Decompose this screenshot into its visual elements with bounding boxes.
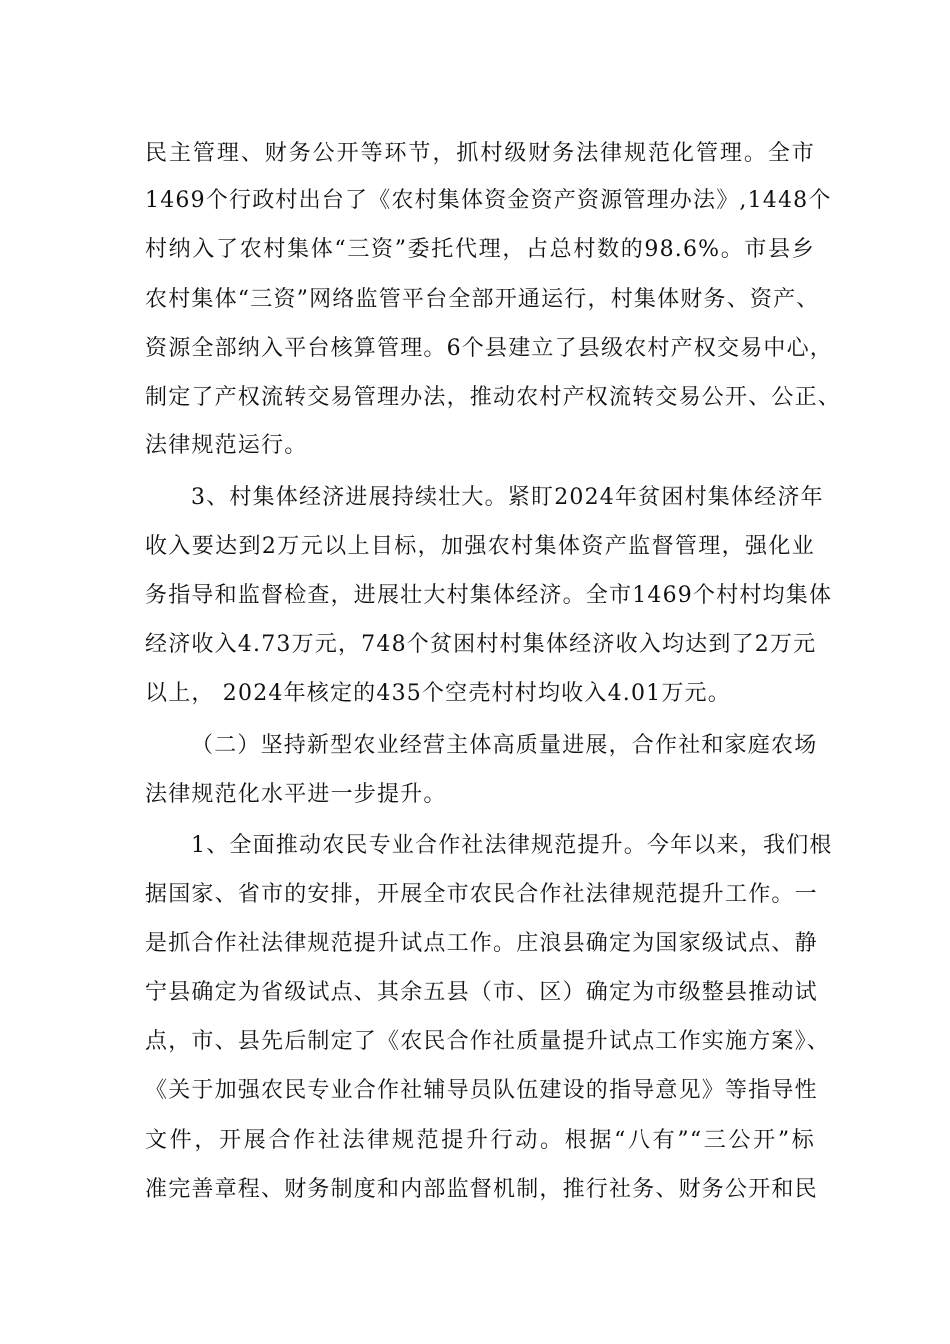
text-line-22: 准完善章程、财务制度和内部监督机制，推行社务、财务公开和民: [145, 1177, 818, 1202]
text-line-4: 农村集体“三资”网络监管平台全部开通运行，村集体财务、资产、: [145, 287, 820, 312]
text-line-3: 村纳入了农村集体“三资”委托代理，占总村数的98.6%。市县乡: [145, 237, 815, 262]
text-line-5: 资源全部纳入平台核算管理。6个县建立了县级农村产权交易中心，: [145, 336, 833, 361]
text-line-17: 是抓合作社法律规范提升试点工作。庄浪县确定为国家级试点、静: [145, 931, 818, 956]
text-line-2: 1469个行政村出台了《农村集体资金资产资源管理办法》,1448个: [145, 188, 832, 213]
text-line-10: 务指导和监督检查，进展壮大村集体经济。全市1469个村村均集体: [145, 583, 833, 608]
text-line-19: 点，市、县先后制定了《农民合作社质量提升试点工作实施方案》、: [145, 1029, 831, 1054]
text-line-1: 民主管理、财务公开等环节，抓村级财务法律规范化管理。全市: [145, 141, 815, 166]
text-line-13: （二）坚持新型农业经营主体高质量进展，合作社和家庭农场: [191, 733, 818, 758]
text-line-21: 文件，开展合作社法律规范提升行动。根据“八有”“三公开”标: [145, 1128, 815, 1153]
text-line-9: 收入要达到2万元以上目标，加强农村集体资产监督管理，强化业: [145, 534, 815, 559]
text-line-12: 以上， 2024年核定的435个空壳村村均收入4.01万元。: [145, 681, 731, 706]
text-line-16: 据国家、省市的安排，开展全市农民合作社法律规范提升工作。一: [145, 882, 818, 907]
text-line-7: 法律规范运行。: [145, 433, 308, 458]
text-line-11: 经济收入4.73万元，748个贫困村村集体经济收入均达到了2万元: [145, 632, 817, 657]
text-line-6: 制定了产权流转交易管理办法，推动农村产权流转交易公开、公正、: [145, 385, 842, 410]
text-line-18: 宁县确定为省级试点、其余五县（市、区）确定为市级整县推动试: [145, 980, 818, 1005]
text-line-14: 法律规范化水平进一步提升。: [145, 782, 447, 807]
text-line-8: 3、村集体经济进展持续壮大。紧盯2024年贫困村集体经济年: [191, 485, 824, 510]
text-line-20: 《关于加强农民专业合作社辅导员队伍建设的指导意见》等指导性: [145, 1078, 818, 1103]
text-line-15: 1、全面推动农民专业合作社法律规范提升。今年以来，我们根: [191, 833, 833, 858]
